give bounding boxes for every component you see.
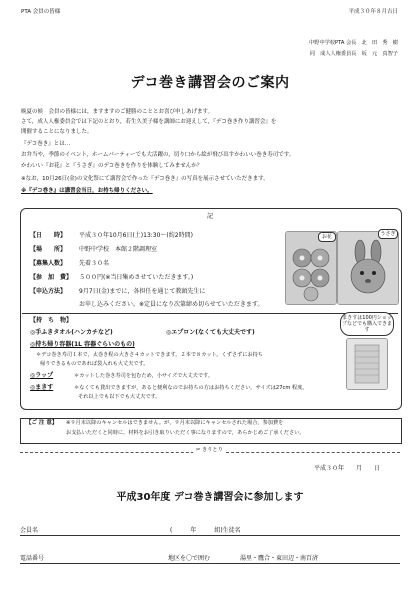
intro-line-5: お弁当や，季節のイベント，ホームパーティーでも大活躍の，切り口から絵が飛び出すかわいい巻き寿司です。 (21, 152, 295, 158)
phone-label: 電話番号 (20, 555, 45, 562)
intro-line-2: さて，成人人権委員会では下記のとおり，若生久美子様を講師にお迎えして，『デコ巻き作り講習会』を (21, 119, 277, 125)
cut-text: きりとり (202, 447, 223, 453)
container-note-1: ＊デコ巻き寿司１本で，太巻き程の大きさ４カットできます。２本で８カット。くずさずにお持ち (36, 352, 263, 358)
intro-line-4: 『デコ巻き』とは… (21, 141, 71, 147)
member-name-label: 会員名 (20, 527, 39, 534)
student-name-label: ( 年 組)生徒名 (170, 527, 241, 534)
item-apron: ◎エプロン(なくても大丈夫です) (166, 329, 255, 336)
detail-value-capacity: 先着３０名 (79, 260, 110, 267)
intro-note: ※『デコ巻き』は講習会当日，お持ち帰りください。 (21, 188, 153, 194)
detail-label-capacity: 【募集人数】 (30, 260, 67, 267)
sender-line-2: 同 成人人権委員長 坂 元 真智子 (309, 51, 398, 57)
addressee: PTA 会員の皆様 (21, 9, 61, 15)
mat-note-2: それ以上でも以下でも大丈夫です。 (78, 394, 161, 400)
bamboo-mat-photo (346, 338, 388, 390)
rabbit-sushi-photo (337, 231, 399, 305)
detail-row-apply (30, 289, 205, 295)
detail-row-date (30, 233, 193, 239)
detail-label-place: 【場 所】 (30, 246, 67, 253)
flower-sushi-photo (285, 231, 337, 305)
notice-line-1: ※９月末以降のキャンセルはできません。が，９月末以降にキャンセルされた場合，参加費を (66, 420, 284, 426)
item-towel: ◎手ふきタオル(ハンカチなど) (30, 329, 113, 336)
details-heading: 記 (206, 213, 213, 220)
cut-label (193, 448, 226, 453)
apply-line-2: お申し込みください。※定員になり次第締め切らせていただきます。 (79, 301, 264, 308)
detail-value-fee: ５００円(※当日集めさせていただきます。) (79, 274, 194, 281)
page-title: デコ巻き講習会のご案内 (130, 75, 290, 91)
wrap-note: ＊カットした巻き寿司を包むため，小サイズで大丈夫です。 (74, 373, 213, 379)
member-name-field[interactable] (20, 535, 400, 536)
detail-row-fee (30, 275, 193, 281)
sender-line-1: 中野中学校PTA 会長 北 田 秀 樹 (309, 40, 398, 46)
intro-line-7: ※なお，10月26日(金)の文化祭にて講習会で作った『デコ巻き』の写真を展示させていただきます。 (21, 176, 269, 182)
items-divider (22, 313, 398, 314)
detail-label-fee: 【参 加 費】 (30, 274, 73, 281)
items-heading: 【持 ち 物】 (30, 317, 73, 324)
detail-value-date: 平成３０年10月6日(土)13:30～(約2時間) (79, 232, 193, 239)
notice-label: 【ご 注 意】 (26, 420, 58, 426)
mat-tip-bubble: まきすは100円ショップなどでも購入できます (340, 312, 394, 336)
intro-line-1: 晩夏の候 会員の皆様には，ますますのご健勝のこととお喜び申しあげます。 (21, 109, 214, 115)
item-container: ◎持ち帰り容器(1L 容器ぐらいのもの) (30, 341, 135, 348)
scissors-icon: ✂ (196, 447, 201, 453)
intro-line-3: 開催することになりました。 (21, 129, 93, 135)
detail-value-place: 中野中学校 本館２階調理室 (79, 246, 158, 253)
form-title: 平成30年度 デコ巻き講習会に参加します (116, 492, 304, 503)
rabbit-tag: うさぎ (378, 229, 398, 239)
issue-date: 平成３０年８月吉日 (348, 9, 398, 15)
detail-label-apply: 【申込方法】 (30, 288, 67, 295)
area-label: 地区を〇で囲む (168, 555, 211, 562)
detail-value-apply: 9月7日(金)までに，各担任を通じて教頭先生に (79, 288, 206, 295)
intro-line-6: かわいい『お花』と『うさぎ』のデコ巻きを作りを体験してみませんか？ (21, 163, 203, 169)
detail-label-date: 【日 時】 (30, 232, 67, 239)
notice-line-2: お支払いただくと同時に，材料をお引き取りいただく事になりますので，あらかじめご了承ください。 (66, 430, 305, 436)
detail-row-capacity (30, 261, 109, 267)
flower-tag: お花 (318, 232, 336, 242)
detail-row-place (30, 247, 157, 253)
form-date: 平成３０年 月 日 (313, 465, 380, 472)
item-wrap: ◎ラップ (30, 372, 54, 379)
area-options[interactable]: 湯里・鷹合・東田辺・南百済 (240, 555, 319, 562)
container-note-2: 帰りできるものであれば袋入れも大丈夫です。 (40, 361, 149, 367)
mat-note-1: ＊なくても貸出できますが，あると便利なのでお持ちの方はお持ちください。サイズは27cm 程度。 (74, 385, 308, 391)
item-mat: ◎まきす (30, 384, 54, 391)
phone-field[interactable] (20, 563, 400, 564)
